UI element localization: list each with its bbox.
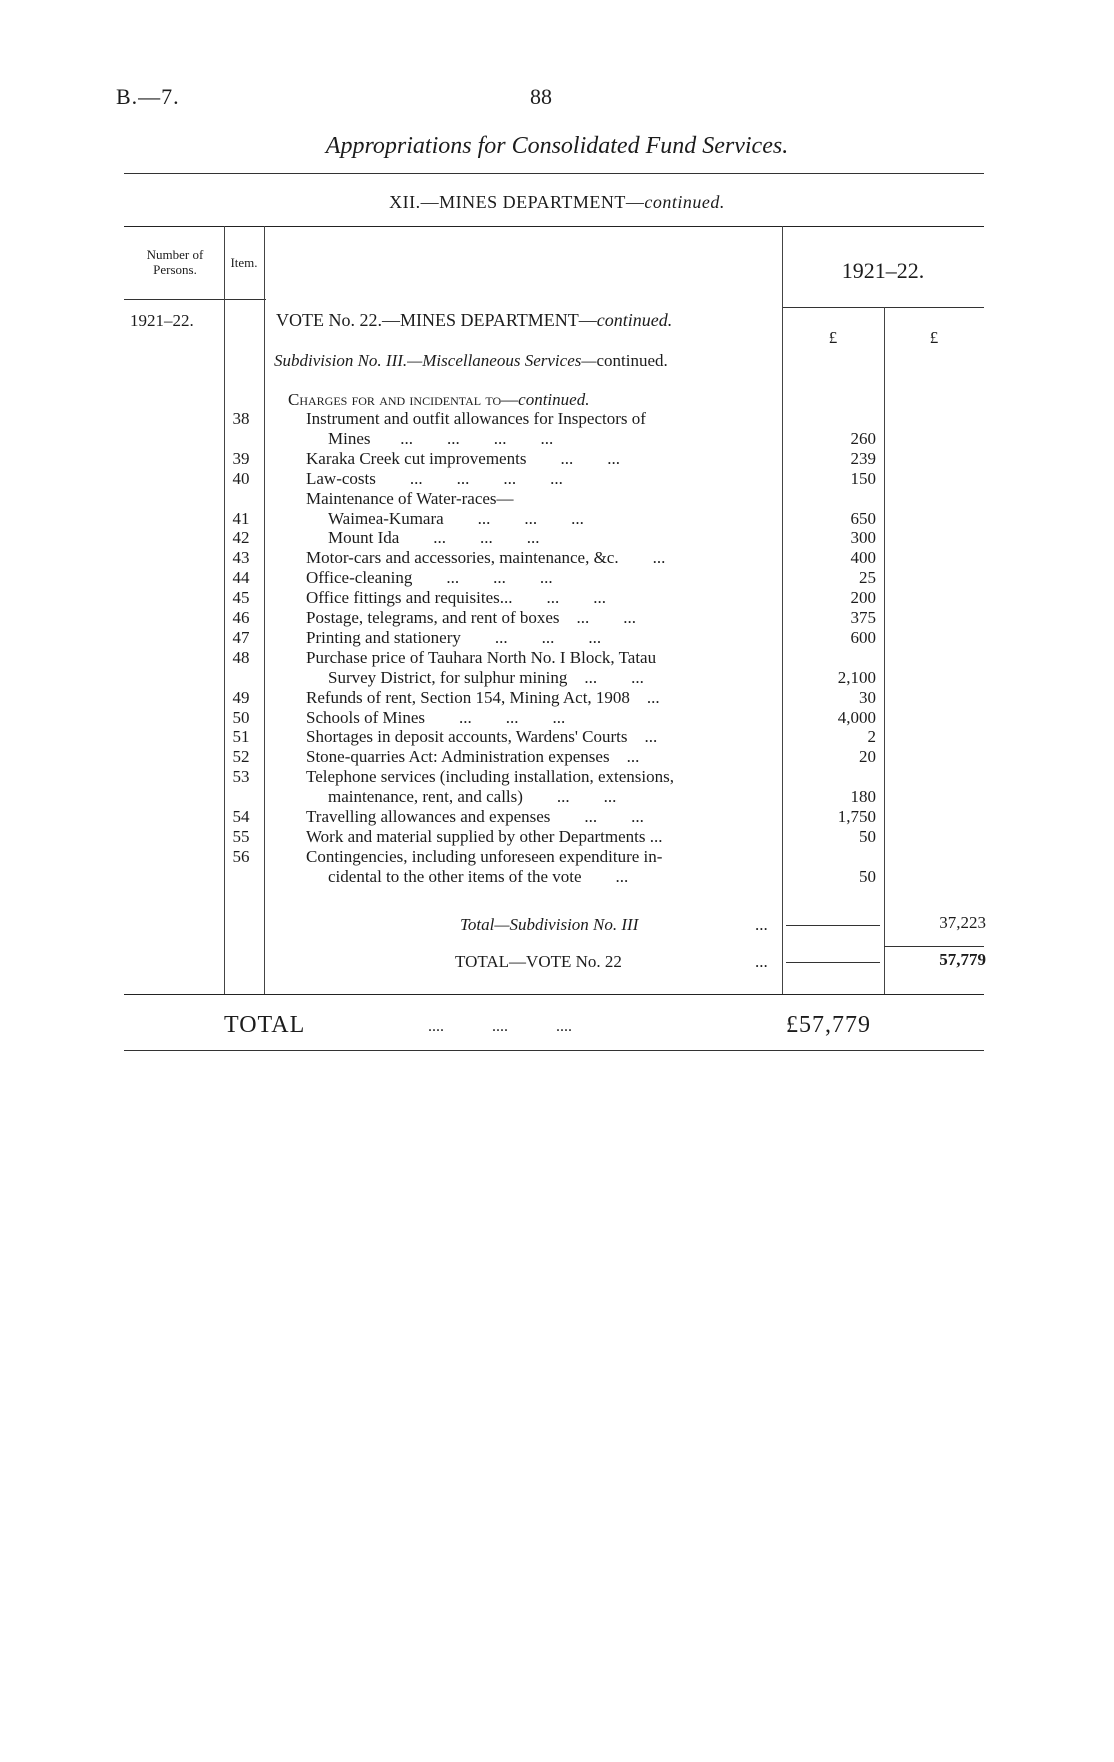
- subdivision-total-rule: [786, 925, 880, 926]
- line-item-row: [0, 548, 1114, 568]
- item-amount: 180: [850, 787, 876, 806]
- item-description: Stone-quarries Act: Administration expenses ...: [306, 747, 640, 766]
- item-description: Mines ... ... ... ...: [328, 429, 554, 448]
- line-item-row: [0, 429, 1114, 449]
- item-number: 45: [232, 588, 250, 607]
- charges-text: Charges for and incidental to—: [288, 390, 519, 409]
- item-description: Postage, telegrams, and rent of boxes ... ...: [306, 608, 637, 627]
- subdivision-total-amount: 37,223: [939, 913, 986, 932]
- line-item-row: [0, 409, 1114, 429]
- item-description: Waimea-Kumara ... ... ...: [328, 509, 584, 528]
- line-item-row: [0, 588, 1114, 608]
- item-description: Contingencies, including unforeseen expenditure in-: [306, 847, 663, 866]
- item-amount: 260: [850, 429, 876, 448]
- item-description: Office fittings and requisites... ... ...: [306, 588, 606, 607]
- item-amount: 2: [867, 727, 876, 746]
- line-item-row: [0, 807, 1114, 827]
- number-of-persons-header: Number of Persons.: [146, 247, 204, 277]
- item-description: Purchase price of Tauhara North No. I Block, Tatau: [306, 648, 657, 667]
- line-item-row: [0, 747, 1114, 767]
- line-item-row: [0, 867, 1114, 887]
- item-description: Schools of Mines ... ... ...: [306, 708, 566, 727]
- item-number: 48: [232, 648, 250, 667]
- line-item-row: [0, 847, 1114, 867]
- vote-total-top-rule: [884, 946, 984, 947]
- item-number: 49: [232, 688, 250, 707]
- item-number: 44: [232, 568, 250, 587]
- vote-total-dots: ...: [755, 952, 768, 971]
- item-number: 50: [232, 708, 250, 727]
- currency-symbol-amount: £: [828, 328, 838, 347]
- vote-heading-continued: continued.: [596, 310, 673, 330]
- line-item-row: [0, 827, 1114, 847]
- line-item-row: [0, 509, 1114, 529]
- item-number: 56: [232, 847, 250, 866]
- year-header-rule: [782, 307, 984, 308]
- vote-heading-text: VOTE No. 22.—MINES DEPARTMENT—: [276, 310, 597, 330]
- document-reference: B.—7.: [116, 84, 180, 109]
- item-number: 47: [232, 628, 250, 647]
- line-item-row: [0, 449, 1114, 469]
- item-description: Survey District, for sulphur mining ... ...: [328, 668, 644, 687]
- item-amount: 150: [850, 469, 876, 488]
- line-item-row: [0, 489, 1114, 509]
- item-number: 43: [232, 548, 250, 567]
- item-amount: 25: [859, 568, 876, 587]
- line-item-row: [0, 727, 1114, 747]
- line-item-row: [0, 608, 1114, 628]
- line-item-row: [0, 469, 1114, 489]
- subdivision-total-label: Total—Subdivision No. III: [460, 915, 639, 934]
- item-number: 52: [232, 747, 250, 766]
- item-description: Work and material supplied by other Departments ...: [306, 827, 663, 846]
- persons-year: 1921–22.: [130, 311, 194, 330]
- item-description: Refunds of rent, Section 154, Mining Act, 1908 ...: [306, 688, 660, 707]
- line-item-row: [0, 767, 1114, 787]
- item-amount: 400: [850, 548, 876, 567]
- subdivision-text: Subdivision No. III.—Miscellaneous Services—: [274, 351, 597, 370]
- grand-total-dots: .... .... ....: [428, 1018, 572, 1035]
- item-amount: 600: [850, 628, 876, 647]
- item-number: 38: [232, 409, 250, 428]
- item-amount: 50: [859, 827, 876, 846]
- item-amount: 650: [850, 509, 876, 528]
- item-description: maintenance, rent, and calls) ... ...: [328, 787, 617, 806]
- year-header: 1921–22.: [841, 258, 925, 283]
- item-amount: 2,100: [837, 668, 876, 687]
- item-description: Printing and stationery ... ... ...: [306, 628, 602, 647]
- line-item-row: [0, 688, 1114, 708]
- item-amount: 300: [850, 528, 876, 547]
- line-item-row: [0, 568, 1114, 588]
- item-amount: 239: [850, 449, 876, 468]
- line-item-row: [0, 668, 1114, 688]
- grand-total-rule: [124, 1050, 984, 1051]
- table-top-rule: [124, 226, 984, 227]
- currency-symbol-total: £: [929, 328, 939, 347]
- item-number: 46: [232, 608, 250, 627]
- table-bottom-rule: [124, 994, 984, 995]
- subdivision-heading: [274, 351, 668, 371]
- grand-total-amount: £57,779: [786, 1012, 871, 1038]
- item-description: Instrument and outfit allowances for Inspectors of: [306, 409, 646, 428]
- item-amount: 20: [859, 747, 876, 766]
- item-description: Mount Ida ... ... ...: [328, 528, 540, 547]
- subdivision-total-dots: ...: [755, 915, 768, 934]
- item-amount: 1,750: [837, 807, 876, 826]
- page-title: Appropriations for Consolidated Fund Services.: [325, 133, 789, 159]
- line-item-row: [0, 648, 1114, 668]
- item-number: 54: [232, 807, 250, 826]
- item-amount: 30: [859, 688, 876, 707]
- line-item-row: [0, 787, 1114, 807]
- vote-total-label: TOTAL—VOTE No. 22: [455, 952, 622, 971]
- item-amount: 200: [850, 588, 876, 607]
- item-amount: 375: [850, 608, 876, 627]
- item-description: Office-cleaning ... ... ...: [306, 568, 553, 587]
- item-header: Item.: [230, 255, 258, 270]
- item-description: Travelling allowances and expenses ... ...: [306, 807, 644, 826]
- subdivision-continued: continued.: [596, 351, 668, 370]
- item-number: 40: [232, 469, 250, 488]
- department-continued: continued.: [644, 192, 725, 212]
- item-description: Telephone services (including installation, extensions,: [306, 767, 674, 786]
- item-amount: 50: [859, 867, 876, 886]
- item-number: 42: [232, 528, 250, 547]
- vote-total-rule: [786, 962, 880, 963]
- item-amount: 4,000: [837, 708, 876, 727]
- vote-heading: [276, 310, 672, 331]
- item-description: Maintenance of Water-races—: [306, 489, 514, 508]
- item-description: Shortages in deposit accounts, Wardens' Courts ...: [306, 727, 658, 746]
- vote-total-amount: 57,779: [939, 950, 986, 969]
- item-description: Law-costs ... ... ... ...: [306, 469, 563, 488]
- department-name: XII.—MINES DEPARTMENT—: [389, 192, 645, 212]
- line-item-row: [0, 708, 1114, 728]
- item-number: 41: [232, 509, 250, 528]
- item-number: 53: [232, 767, 250, 786]
- persons-header-rule: [124, 299, 266, 300]
- page-number: 88: [530, 84, 552, 109]
- item-number: 39: [232, 449, 250, 468]
- line-item-row: [0, 628, 1114, 648]
- department-heading: [0, 192, 1114, 213]
- grand-total-label: TOTAL: [224, 1012, 306, 1038]
- charges-continued: continued.: [518, 390, 590, 409]
- item-description: Motor-cars and accessories, maintenance, &c. ...: [306, 548, 666, 567]
- item-number: 51: [232, 727, 250, 746]
- title-rule: [124, 173, 984, 174]
- item-description: Karaka Creek cut improvements ... ...: [306, 449, 620, 468]
- line-item-row: [0, 528, 1114, 548]
- charges-heading: [288, 390, 589, 410]
- item-description: cidental to the other items of the vote ...: [328, 867, 629, 886]
- item-number: 55: [232, 827, 250, 846]
